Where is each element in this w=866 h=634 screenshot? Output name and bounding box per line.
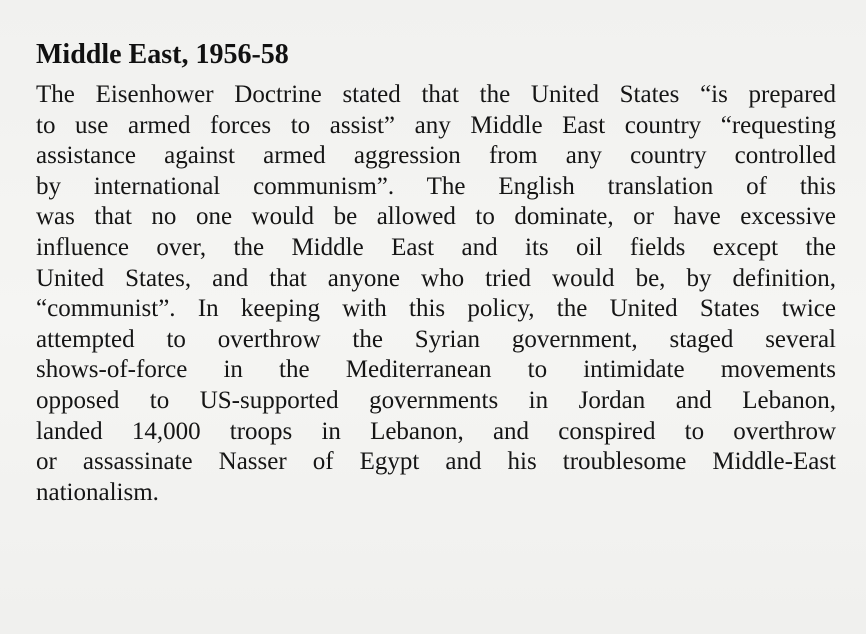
text-line: influence over, the Middle East and its oil fields except the [36,233,836,261]
text-line: assistance against armed aggression from any country controlled [36,142,836,170]
text-line: landed 14,000 troops in Lebanon, and conspired to overthrow [36,417,836,445]
text-line: United States, and that anyone who tried would be, by definition, [36,264,836,292]
text-line: The Eisenhower Doctrine stated that the United States “is prepared [36,81,836,108]
text-line: attempted to overthrow the Syrian government, staged several [36,325,836,353]
text-section [36,38,836,508]
body-paragraph [36,80,836,508]
text-line: “communist”. In keeping with this policy, the United States twice [36,295,836,323]
text-line: shows-of-force in the Mediterranean to intimidate movements [36,356,836,384]
text-line: was that no one would be allowed to dominate, or have excessive [36,203,836,231]
text-line: nationalism. [36,478,159,506]
text-line: or assassinate Nasser of Egypt and his troublesome Middle-East [36,448,836,476]
section-heading: Middle East, 1956-58 [36,39,289,70]
text-line: opposed to US-supported governments in Jordan and Lebanon, [36,386,836,414]
text-line: by international communism”. The English translation of this [36,172,836,200]
text-line: to use armed forces to assist” any Middle East country “requesting [36,111,836,139]
